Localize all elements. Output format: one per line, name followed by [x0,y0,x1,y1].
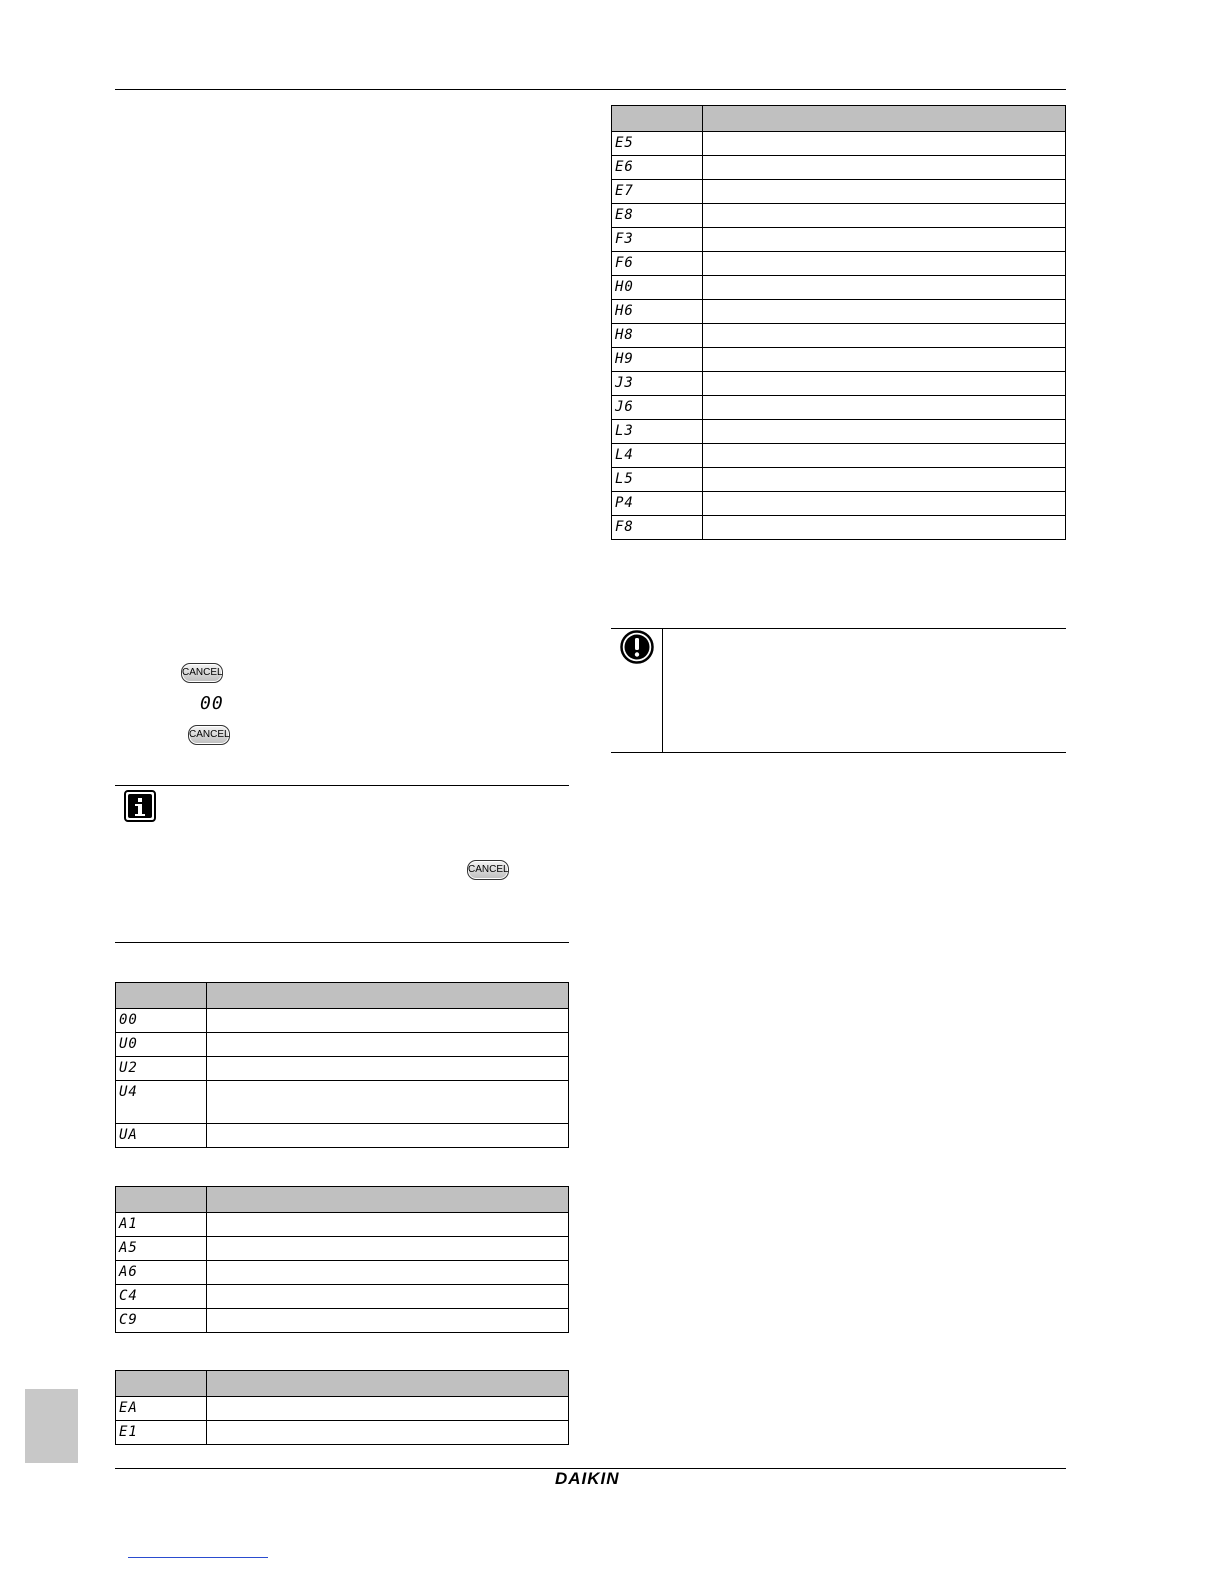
cancel-button[interactable]: CANCEL [467,860,509,880]
error-code: 00 [119,1012,138,1028]
info-bottom-rule [115,942,569,943]
table-row [612,419,1065,443]
cancel-button[interactable]: CANCEL [181,663,223,683]
error-code: A5 [119,1240,138,1256]
error-code: U4 [119,1084,138,1100]
table-row [116,1032,568,1056]
table-header-row [116,1371,568,1396]
error-code: EA [119,1400,138,1416]
table-row [612,491,1065,515]
error-code: E6 [615,159,634,175]
notice-top-rule [611,628,1066,629]
error-code: L5 [615,471,634,487]
table-row [116,1056,568,1080]
error-code: E7 [615,183,634,199]
table-row [612,443,1065,467]
code-display: 00 [200,693,224,714]
table-row [612,467,1065,491]
error-code: C9 [119,1312,138,1328]
table-row [612,323,1065,347]
error-code: UA [119,1127,138,1143]
table-row [612,179,1065,203]
error-code: L4 [615,447,634,463]
notice-icon-divider [662,628,663,753]
code-table-u [115,982,569,1148]
info-icon [124,790,156,822]
table-row [116,1212,568,1236]
header-rule [115,89,1066,90]
exclamation-icon [620,630,654,664]
error-code: A6 [119,1264,138,1280]
footer-link-underline[interactable] [128,1557,268,1558]
error-code: E1 [119,1424,138,1440]
error-code: E5 [615,135,634,151]
error-code: A1 [119,1216,138,1232]
notice-bottom-rule [611,752,1066,753]
table-row [116,1308,568,1332]
error-code: U2 [119,1060,138,1076]
error-code: H0 [615,279,634,295]
table-row [612,203,1065,227]
info-top-rule [115,785,569,786]
table-row [612,251,1065,275]
error-code: F6 [615,255,634,271]
error-code: C4 [119,1288,138,1304]
table-row [116,1260,568,1284]
table-row [612,227,1065,251]
table-row [116,1236,568,1260]
error-code: E8 [615,207,634,223]
error-code: H9 [615,351,634,367]
table-header-row [116,1187,568,1212]
table-row [612,299,1065,323]
error-code: H6 [615,303,634,319]
error-code: J6 [615,399,634,415]
table-row [612,515,1065,539]
table-row [116,1080,568,1123]
table-row [612,131,1065,155]
table-row [612,347,1065,371]
table-row [116,1284,568,1308]
error-code: L3 [615,423,634,439]
table-header-row [612,106,1065,131]
daikin-logo: DAIKIN [555,1469,620,1488]
code-table-right [611,105,1066,540]
table-row [612,275,1065,299]
error-code: F8 [615,519,634,535]
chapter-side-tab [25,1389,78,1463]
error-code: H8 [615,327,634,343]
error-code: J3 [615,375,634,391]
table-row [116,1008,568,1032]
table-header-row [116,983,568,1008]
cancel-button[interactable]: CANCEL [188,725,230,745]
code-table-e [115,1370,569,1445]
error-code: P4 [615,495,634,511]
table-row [612,155,1065,179]
code-table-a [115,1186,569,1333]
table-row [116,1123,568,1147]
table-row [116,1420,568,1444]
table-row [612,371,1065,395]
error-code: U0 [119,1036,138,1052]
table-row [116,1396,568,1420]
table-row [612,395,1065,419]
error-code: F3 [615,231,634,247]
